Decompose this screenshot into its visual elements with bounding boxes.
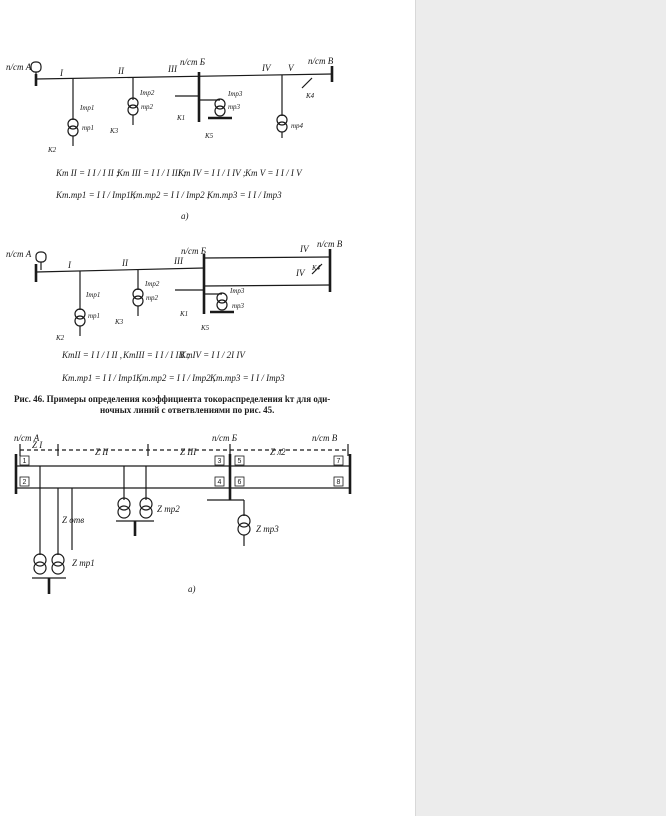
figure-a-label: а) xyxy=(181,211,189,221)
label-substation-v: п/ст В xyxy=(308,56,334,66)
label-substation-a-b: п/ст А xyxy=(6,249,32,259)
node-2: 2 xyxy=(22,479,27,486)
node-1: 1 xyxy=(22,458,27,465)
figure-c-diagram xyxy=(14,433,350,594)
figure-a-equations xyxy=(55,168,303,221)
current-label-iv-b: IV xyxy=(300,244,309,254)
label-zl2: Z л2 xyxy=(270,447,286,457)
label-k2-b: K2 xyxy=(56,334,65,342)
label-itr2: Iтр2 xyxy=(140,89,155,97)
figure-caption xyxy=(14,394,330,415)
current-label-iii: III xyxy=(168,64,177,74)
current-label-iv: IV xyxy=(262,63,271,73)
label-z3: Z III xyxy=(180,447,197,457)
label-ztr3: Z тр3 xyxy=(256,524,279,534)
label-k5-b: K5 xyxy=(201,324,210,332)
label-tr1-b: тр1 xyxy=(88,312,101,320)
label-ztr1: Z тр1 xyxy=(72,558,95,568)
current-label-i-b: I xyxy=(68,260,71,270)
node-5: 5 xyxy=(237,458,242,465)
label-k5: K5 xyxy=(205,132,214,140)
caption-line-1: Рис. 46. Примеры определения коэффициента токораспределения kт для оди- xyxy=(14,394,331,404)
eq-b-kt4: KтIV = I I / 2I IV xyxy=(180,350,245,360)
node-7: 7 xyxy=(336,458,341,465)
eq-a-kt5: Kт V = I I / I V xyxy=(245,168,302,178)
node-8: 8 xyxy=(336,479,341,486)
generator-icon xyxy=(31,62,41,72)
eq-b-ktr3: Kт.тр3 = I I / Iтр3 xyxy=(210,373,285,383)
label-tr3-b: тр3 xyxy=(232,302,245,310)
label-itr1-b: Iтр1 xyxy=(86,291,101,299)
generator-icon-b xyxy=(36,252,46,262)
eq-b-kt2: KтII = I I / I II , xyxy=(62,350,123,360)
label-k4: K4 xyxy=(306,92,315,100)
eq-a-kt3: Kт III = I I / I III ; xyxy=(117,168,187,178)
label-itr2-b: Iтр2 xyxy=(145,280,160,288)
viewer-side-panel xyxy=(415,0,666,816)
eq-b-ktr2: Kт.тр2 = I I / Iтр2 , xyxy=(136,373,216,383)
eq-a-ktr3: Kт.тр3 = I I / Iтр3 xyxy=(207,190,282,200)
label-k4-b: K4 xyxy=(312,264,321,272)
label-ztr2: Z тр2 xyxy=(157,504,180,514)
label-zotv: Z отв xyxy=(62,515,85,525)
eq-b-ktr1: Kт.тр1 = I I / Iтр1 , xyxy=(62,373,142,383)
label-substation-b-c: п/ст Б xyxy=(212,433,238,443)
node-6: 6 xyxy=(237,479,242,486)
figure-b-diagram xyxy=(6,239,343,342)
caption-line-2: ночных линий с ответвлениями по рис. 45. xyxy=(100,405,275,415)
current-label-i: I xyxy=(60,68,63,78)
current-label-ii-b: II xyxy=(122,258,128,268)
eq-a-kt4: Kт IV = I I / I IV ; xyxy=(178,168,246,178)
label-tr3: тр3 xyxy=(228,103,241,111)
figure-a-diagram xyxy=(6,56,334,154)
node-4: 4 xyxy=(217,479,222,486)
label-k1: K1 xyxy=(177,114,186,122)
label-tr2-b: тр2 xyxy=(146,294,159,302)
label-itr3-b: Iтр3 xyxy=(230,287,245,295)
eq-a-ktr2: Kт.тр2 = I I / Iтр2 ; xyxy=(130,190,210,200)
node-3: 3 xyxy=(217,458,222,465)
label-substation-v-b: п/ст В xyxy=(317,239,343,249)
label-itr1: Iтр1 xyxy=(80,104,95,112)
label-substation-b-b: п/ст Б xyxy=(181,246,207,256)
current-label-iii-b: III xyxy=(174,256,183,266)
label-k3: K3 xyxy=(110,127,119,135)
label-substation-a-c: п/ст А xyxy=(14,433,40,443)
label-substation-b: п/ст Б xyxy=(180,57,206,67)
current-label-iv2-b: IV xyxy=(296,268,305,278)
label-itr3: Iтр3 xyxy=(228,90,243,98)
label-tr4: тр4 xyxy=(291,122,304,130)
label-k3-b: K3 xyxy=(115,318,124,326)
label-substation-a: п/ст А xyxy=(6,62,32,72)
label-substation-v-c: п/ст В xyxy=(312,433,338,443)
label-tr1: тр1 xyxy=(82,124,95,132)
label-z1: Z I xyxy=(32,440,43,450)
current-label-ii: II xyxy=(118,66,124,76)
label-k2: K2 xyxy=(48,146,57,154)
figure-c-label: а) xyxy=(188,584,196,594)
label-z2: Z II xyxy=(95,447,109,457)
eq-b-kt3: KтIII = I I / I III ; xyxy=(123,350,190,360)
figure-b-equations xyxy=(61,350,285,383)
line-a-main xyxy=(36,74,332,79)
eq-a-kt2: Kт II = I I / I II ; xyxy=(56,168,120,178)
label-k1-b: K1 xyxy=(180,310,189,318)
current-label-v: V xyxy=(288,63,294,73)
label-tr2: тр2 xyxy=(141,103,154,111)
eq-a-ktr1: Kт.тр1 = I I / Iтр1 ; xyxy=(56,190,136,200)
